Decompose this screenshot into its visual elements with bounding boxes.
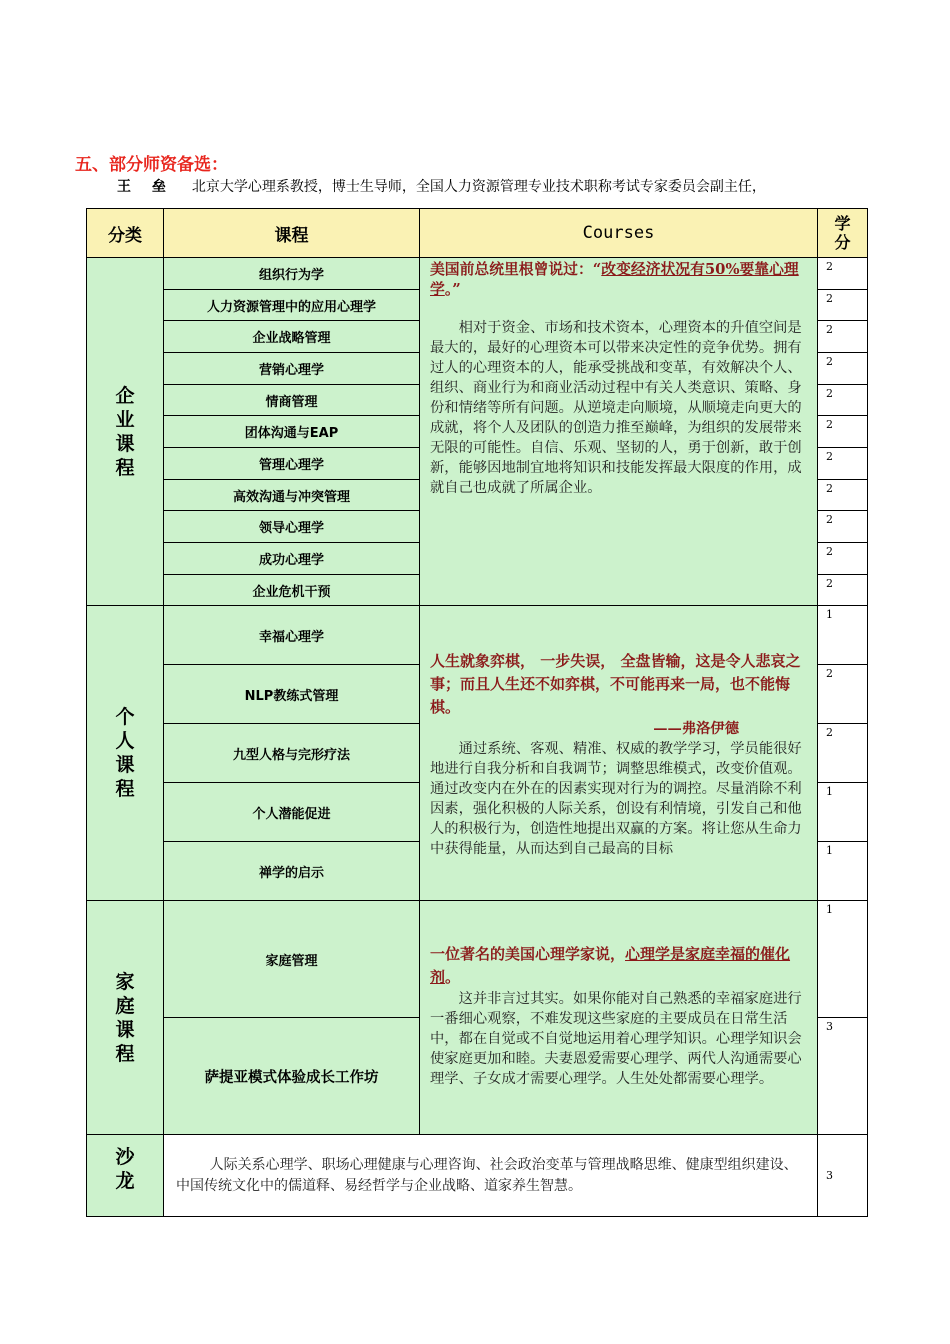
- enterprise-quote-a: 美国前总统里根曾说过：“: [430, 261, 602, 278]
- family-quote-highlight: 心理学是家庭幸福的催化剂: [430, 945, 791, 986]
- header-course: 课程: [163, 208, 420, 258]
- enterprise-quote: [430, 260, 809, 300]
- personal-course-2: NLP教练式管理: [163, 664, 420, 724]
- personal-course-3: 九型人格与完形疗法: [163, 723, 420, 783]
- family-quote-a: 一位著名的美国心理学家说，: [430, 945, 626, 963]
- enterprise-course-1: 组织行为学: [163, 257, 420, 290]
- family-course-1: 家庭管理: [163, 900, 420, 1018]
- header-courses: Courses: [419, 208, 818, 258]
- personal-quote: 人生就象弈棋， 一步失误， 全盘皆输，这是令人悲哀之事；而且人生还不如弈棋，不可能再来一局，也不能悔棋。: [430, 652, 801, 716]
- enterprise-description: [419, 257, 818, 606]
- family-quote-c: 。: [445, 968, 461, 986]
- enterprise-credit-2: 2: [817, 289, 868, 321]
- category-enterprise-text: 企业课程: [115, 384, 135, 479]
- enterprise-course-10: 成功心理学: [163, 542, 420, 575]
- enterprise-course-3: 企业战略管理: [163, 320, 420, 353]
- teacher-intro: 北京大学心理系教授，博士生导师，全国人力资源管理专业技术职称考试专家委员会副主任，: [191, 179, 766, 195]
- enterprise-credit-5: 2: [817, 384, 868, 416]
- enterprise-credit-9: 2: [817, 510, 868, 543]
- section-heading: 五、部分师资备选：: [75, 155, 228, 175]
- family-credit-2: 3: [817, 1017, 868, 1135]
- header-credits: [817, 208, 868, 258]
- category-family-text: 家庭课程: [115, 970, 135, 1065]
- header-category: 分类: [86, 208, 164, 258]
- personal-body: 通过系统、客观、精准、权威的教学学习，学员能很好地进行自我分析和自我调节；调整思维模式，改变价值观。通过改变内在外在的因素实现对行为的调控。尽量消除不利因素，强化积极的人际关系，创设有利情境，引发自己和他人的积极行为，创造性地提出双赢的方案。将让您从生命力中获得能量，从而达到自己最高的目标: [430, 741, 802, 857]
- enterprise-credit-10: 2: [817, 542, 868, 575]
- enterprise-quote-highlight: 改变经济状况有50%要靠心理学: [430, 261, 799, 298]
- salon-text: 人际关系心理学、职场心理健康与心理咨询、社会政治变革与管理战略思维、健康型组织建设、中国传统文化中的儒道释、易经哲学与企业战略、道家养生智慧。: [176, 1157, 798, 1194]
- personal-credit-4: 1: [817, 782, 868, 842]
- family-body: 这并非言过其实。如果你能对自己熟悉的幸福家庭进行一番细心观察，不难发现这些家庭的主要成员在日常生活中，都在自觉或不自觉地运用着心理学知识。心理学知识会使家庭更加和睦。夫妻恩爱需要心理学、两代人沟通需要心理学、子女成才需要心理学。人生处处都需要心理学。: [430, 991, 802, 1087]
- enterprise-body: 相对于资金、市场和技术资本，心理资本的升值空间是最大的，最好的心理资本可以带来决定性的竞争优势。拥有过人的心理资本的人，能承受挑战和变革，有效解决个人、组织、商业行为和商业活动过程中有关人类意识、策略、身份和情绪等所有问题。从逆境走向顺境，从顺境走向更大的成就，将个人及团队的创造力推至巅峰，为组织的发展带来无限的可能性。自信、乐观、坚韧的人，勇于创新，敢于创新，能够因地制宜地将知识和技能发挥最大限度的作用，成就自己也成就了所属企业。: [430, 320, 802, 496]
- enterprise-credit-6: 2: [817, 415, 868, 448]
- family-description: [419, 900, 818, 1135]
- enterprise-course-6: 团体沟通与EAP: [163, 415, 420, 448]
- personal-attribution: ——弗洛伊德: [653, 721, 739, 737]
- personal-credit-3: 2: [817, 723, 868, 783]
- salon-credit: 3: [817, 1134, 868, 1217]
- personal-credit-2: 2: [817, 664, 868, 724]
- category-salon-text: 沙龙: [115, 1146, 135, 1192]
- enterprise-course-9: 领导心理学: [163, 510, 420, 543]
- salon-description: [163, 1134, 818, 1217]
- family-course-2: 萨提亚模式体验成长工作坊: [163, 1017, 420, 1135]
- personal-credit-1: 1: [817, 605, 868, 665]
- personal-course-1: 幸福心理学: [163, 605, 420, 665]
- personal-credit-5: 1: [817, 841, 868, 901]
- enterprise-credit-7: 2: [817, 447, 868, 480]
- enterprise-course-7: 管理心理学: [163, 447, 420, 480]
- family-credit-1: 1: [817, 900, 868, 1018]
- header-credits-text: 学分: [834, 214, 851, 252]
- enterprise-course-5: 情商管理: [163, 384, 420, 416]
- personal-course-4: 个人潜能促进: [163, 782, 420, 842]
- enterprise-course-4: 营销心理学: [163, 352, 420, 385]
- enterprise-course-2: 人力资源管理中的应用心理学: [163, 289, 420, 321]
- personal-description: [419, 605, 818, 901]
- category-salon: [86, 1134, 164, 1217]
- category-personal: [86, 605, 164, 901]
- enterprise-credit-11: 2: [817, 574, 868, 606]
- personal-course-5: 禅学的启示: [163, 841, 420, 901]
- intro-line: [117, 176, 766, 196]
- teacher-name: 王 垒: [117, 179, 174, 195]
- enterprise-course-11: 企业危机干预: [163, 574, 420, 606]
- enterprise-quote-c: 。”: [444, 281, 461, 298]
- category-personal-text: 个人课程: [115, 706, 135, 800]
- category-enterprise: [86, 257, 164, 606]
- category-family: [86, 900, 164, 1135]
- enterprise-course-8: 高效沟通与冲突管理: [163, 479, 420, 511]
- enterprise-credit-1: 2: [817, 257, 868, 290]
- family-quote: [430, 943, 809, 989]
- enterprise-credit-3: 2: [817, 320, 868, 353]
- enterprise-credit-4: 2: [817, 352, 868, 385]
- enterprise-credit-8: 2: [817, 479, 868, 511]
